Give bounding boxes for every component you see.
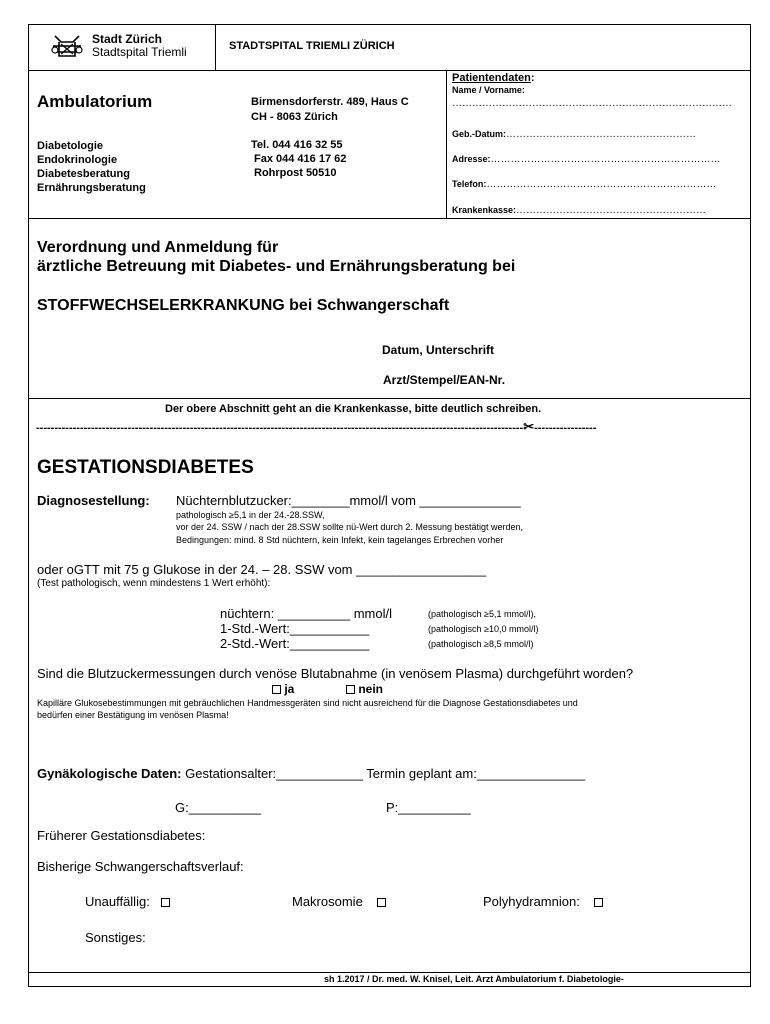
department-item: Diabetesberatung [37,168,130,180]
unauffaellig-checkbox[interactable] [161,898,170,907]
address-line1: Birmensdorferstr. 489, Haus C [251,96,409,108]
ja-checkbox[interactable] [272,685,281,694]
diag-label: Diagnosestellung: [37,493,150,508]
order-line3: STOFFWECHSELERKRANKUNG bei Schwangerschaft [37,297,450,314]
diag-note3: Bedingungen: mind. 8 Std nüchtern, kein Infekt, kein tagelanges Erbrechen vorher [176,535,504,545]
two-hour-path: (pathologisch ≥8,5 mmol/l) [428,639,534,649]
one-hour-path: (pathologisch ≥10,0 mmol/l) [428,624,539,634]
p-field[interactable]: P:__________ [386,800,471,815]
geb-label: Geb.-Datum: [452,129,506,139]
patient-heading-text: Patientendaten [452,72,531,84]
ja-label: ja [284,682,295,696]
logo-line2: Stadtspital Triemli [92,45,187,59]
patient-heading-colon: : [530,72,535,84]
gyn-fields[interactable]: Gestationsalter:____________ Termin geplant am:_______________ [185,766,586,781]
footer-rule [28,972,751,973]
telefon-row[interactable] [452,174,716,192]
makrosomie-label: Makrosomie [292,894,363,909]
one-hour-field[interactable]: 1-Std.-Wert:___________ [220,621,370,636]
name-field[interactable]: ………………………………………………………………………… [452,98,732,109]
department-item: Endokrinologie [37,154,118,166]
name-label: Name / Vorname: [452,85,525,95]
venous-question: Sind die Blutzuckermessungen durch venöse Blutabnahme (in venösem Plasma) durchgeführt worden? [37,666,634,681]
scissors-icon: ✂ [523,419,535,434]
gyn-row [37,766,585,781]
address-line2: CH - 8063 Zürich [251,111,338,123]
header-divider [215,24,216,70]
footer-text: sh 1.2017 / Dr. med. W. Knisel, Leit. Arzt Ambulatorium f. Diabetologie- [324,974,624,984]
ogtt-field[interactable]: oder oGTT mit 75 g Glukose in der 24. – 28. SSW vom __________________ [37,562,487,577]
hospital-name: STADTSPITAL TRIEMLI ZÜRICH [229,40,395,52]
fasting-path: (pathologisch ≥5,1 mmol/l), [428,609,536,619]
patient-box-divider [446,70,447,218]
department-item: Ernährungsberatung [37,182,146,194]
clinic-departments [37,139,146,195]
order-bottom-rule [28,398,751,399]
cut-line [36,419,742,435]
clinic-rohrpost: Rohrpost 50510 [254,167,337,179]
g-field[interactable]: G:__________ [175,800,262,815]
telefon-label: Telefon: [452,179,487,189]
unauffaellig-option[interactable] [85,894,170,909]
course-label: Bisherige Schwangerschaftsverlauf: [37,859,244,874]
insurance-notice: Der obere Abschnitt geht an die Krankenkasse, bitte deutlich schreiben. [165,403,542,415]
polyhydramnion-label: Polyhydramnion: [483,894,580,909]
polyhydramnion-checkbox[interactable] [594,898,603,907]
kasse-field[interactable]: ………………………………………………… [516,205,707,216]
sonstiges-label: Sonstiges: [85,930,146,945]
order-line2: ärztliche Betreuung mit Diabetes- und Ernährungsberatung bei [37,258,516,275]
makrosomie-checkbox[interactable] [377,898,386,907]
makrosomie-option[interactable] [292,894,386,909]
kasse-label: Krankenkasse: [452,205,517,215]
geb-field[interactable]: ………………………………………………… [506,129,696,140]
stempel-label: Arzt/Stempel/EAN-Nr. [383,373,506,387]
patient-heading [452,72,535,84]
cut-line-left: ------------------------------------------------------------------------------------------------------------------------------------- [36,422,524,434]
diag-note1: pathologisch ≥5,1 in der 24.-28.SSW, [176,510,325,520]
header-bottom-rule [28,70,751,71]
gdm-title: GESTATIONSDIABETES [37,457,254,478]
previous-gdm-label: Früherer Gestationsdiabetes: [37,828,206,843]
department-item: Diabetologie [37,140,104,152]
kasse-row[interactable] [452,200,706,218]
adresse-field[interactable]: …………………………………………………………… [490,154,721,165]
ja-option[interactable] [272,682,294,696]
geb-row[interactable] [452,124,696,142]
capillary-note2: bedürfen einer Bestätigung im venösen Plasma! [37,710,229,720]
cut-line-right: ----------------- [534,422,597,434]
clinic-bottom-rule [28,218,751,219]
adresse-label: Adresse: [452,154,491,164]
telefon-field[interactable]: …………………………………………………………… [486,179,717,190]
ogtt-note: (Test pathologisch, wenn mindestens 1 Wert erhöht): [37,578,271,589]
two-hour-field[interactable]: 2-Std.-Wert:___________ [220,636,370,651]
nein-checkbox[interactable] [346,685,355,694]
clinic-title: Ambulatorium [37,92,153,111]
fasting-field[interactable]: nüchtern: __________ mmol/l [220,606,393,621]
clinic-tel: Tel. 044 416 32 55 [251,139,343,151]
datum-signature-label: Datum, Unterschrift [382,343,495,357]
logo-line1: Stadt Zürich [92,32,163,46]
adresse-row[interactable] [452,149,721,167]
nein-option[interactable] [346,682,383,696]
diag-note2: vor der 24. SSW / nach der 28.SSW sollte nü-Wert durch 2. Messung bestätigt werden, [176,522,523,532]
gyn-label: Gynäkologische Daten: [37,766,182,781]
clinic-fax: Fax 044 416 17 62 [254,153,347,165]
nein-label: nein [358,682,384,696]
zurich-crest-logo [47,32,87,60]
order-line1: Verordnung und Anmeldung für [37,239,279,256]
diag-fasting-field[interactable]: Nüchternblutzucker:________mmol/l vom ______________ [176,493,521,508]
capillary-note1: Kapilläre Glukosebestimmungen mit gebräuchlichen Handmessgeräten sind nicht ausreichend für die Diagnose Gestationsdiabetes und [37,698,578,708]
polyhydramnion-option[interactable] [483,894,603,909]
unauffaellig-label: Unauffällig: [85,894,150,909]
